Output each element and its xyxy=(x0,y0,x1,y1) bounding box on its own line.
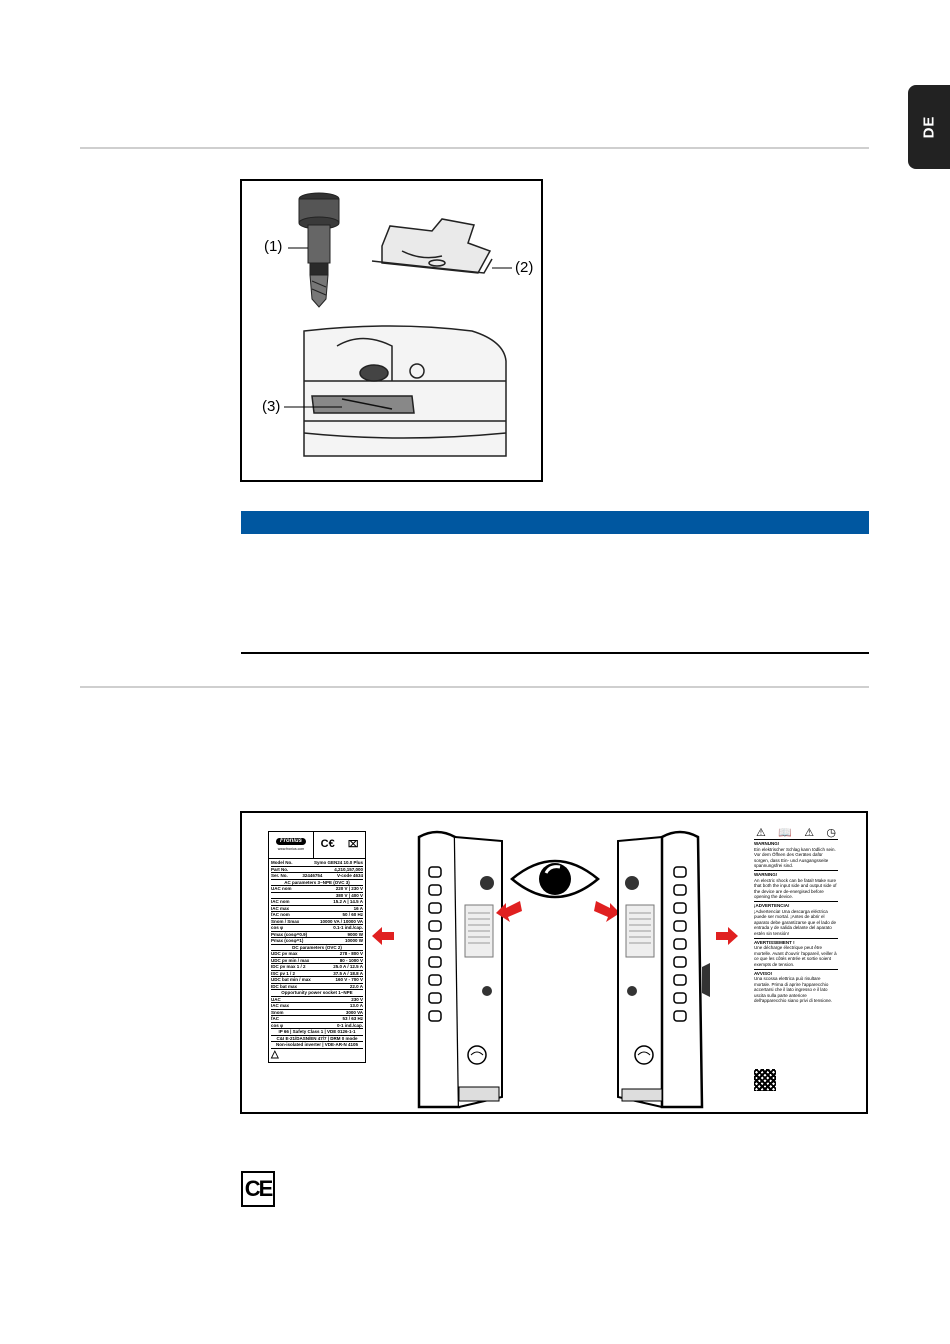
rating-plate-cell: Pmax (cosφ=0.9) xyxy=(271,931,308,937)
warning-label xyxy=(754,827,838,1099)
warning-block-title: WARNING! xyxy=(754,872,778,878)
rating-plate-cell: UDC pv max xyxy=(271,951,298,956)
rating-plate-cell: 15.2 A | 14.5 A xyxy=(333,899,363,904)
warning-block xyxy=(754,969,838,1003)
rating-plate-cell: cos φ xyxy=(271,925,284,930)
rating-plate-cell: 25.0 A / 12.5 A xyxy=(333,964,363,969)
rating-plate-cell: Snom / Smax xyxy=(271,918,300,924)
qr-code-icon xyxy=(754,1069,776,1091)
rating-plate-cell: 13.0 A xyxy=(349,1003,363,1008)
callout-1: (1) xyxy=(264,238,283,255)
rating-plate-cell: cos φ xyxy=(271,1022,284,1028)
fronius-logo: Fronius xyxy=(276,838,306,846)
note-header-bar xyxy=(241,511,869,534)
clip-illustration xyxy=(372,219,492,273)
rating-plate-cell: IDC bat max xyxy=(271,983,298,989)
rating-plate-cell: 9000 W xyxy=(347,931,363,937)
ce-mark-icon: C€ xyxy=(320,838,335,851)
rating-plate-cell: 220 V | 230 V xyxy=(335,886,363,891)
rating-plate-cell: 10000 W xyxy=(344,938,363,943)
rating-plate-ac-title: AC parameters 3~NPE (OVC 3) xyxy=(271,880,363,887)
rating-plate-cell: 32446754 xyxy=(302,873,323,878)
rating-plate xyxy=(268,831,366,1063)
rating-plate-cell: ISC pv 1 / 2 xyxy=(271,970,296,976)
warning-block-text: Ein elektrischer Schlag kann tödlich sein. Vor dem Öffnen des Gerätes dafür sorgen, dass Ein- und Ausgangsseite spannungsfrei sind. xyxy=(754,846,836,869)
warning-block xyxy=(754,938,838,967)
rating-plate-cell: 0-1 ind./cap. xyxy=(336,1022,363,1028)
weee-bin-icon: ⌧ xyxy=(347,839,359,850)
language-tab[interactable] xyxy=(908,85,950,169)
rating-plate-cell: 10000 VA / 10000 VA xyxy=(320,918,363,924)
rating-plate-cell: V-code 4634 xyxy=(336,873,363,878)
warning-block-title: ¡ADVERTENCIA! xyxy=(754,903,790,909)
rating-plate-cell: 0.1-1 ind./cap. xyxy=(333,925,363,930)
rating-plate-cell: UAC nom xyxy=(271,886,292,891)
warning-block xyxy=(754,839,838,868)
callout-3: (3) xyxy=(262,398,281,415)
eye-icon xyxy=(510,851,600,907)
warning-block-title: AVVISO! xyxy=(754,970,773,976)
screw-illustration xyxy=(299,193,339,307)
timer-icon: ◷ xyxy=(826,827,836,839)
manual-book-icon: 📖 xyxy=(778,827,792,839)
rating-plate-cell: UAC xyxy=(271,996,281,1002)
warning-block-title: AVERTISSEMENT ! xyxy=(754,939,795,945)
warning-triangle-icon: ⚠ xyxy=(756,827,766,839)
rcm-mark-icon: △ xyxy=(271,1048,279,1060)
rating-plate-cell: Part No. xyxy=(271,866,289,872)
rating-plate-footer-line: IP 66 | Safety Class 1 | VDE 0126-1-1 xyxy=(271,1029,363,1036)
arrow-left-icon xyxy=(372,927,394,945)
rating-plate-cell: IAC max xyxy=(271,1003,290,1008)
section-divider-middle xyxy=(80,686,869,688)
warning-block-text: Une décharge électrique peut être mortelle. Avant d'ouvrir l'appareil, veiller à ce que les côtés entrée et sortie soient exempts de tension. xyxy=(754,945,837,967)
rating-plate-ops-title: Opportunity power socket 1~NPE xyxy=(271,990,363,997)
rating-plate-cell: 16 A xyxy=(353,905,363,911)
rating-plate-cell: 50 / 60 Hz xyxy=(342,912,363,917)
rating-plate-footer-line: Non-isolated inverter | VDE-AR-N 4105 xyxy=(271,1042,363,1049)
rating-plate-cell: 4,210,157,000 xyxy=(334,866,363,872)
rating-plate-cell: 3000 VA xyxy=(345,1009,363,1015)
inverter-right-view xyxy=(610,827,715,1111)
warning-block-text: Una scossa elettrica può risultare mortale. Prima di aprire l'apparecchio accertarsi che il lato ingresso e il lato uscita sulla parte anteriore dell'apparecchio siano privi di tensione. xyxy=(754,976,833,1003)
warning-triangle-icon-2: ⚠ xyxy=(804,827,815,839)
rating-plate-cell: 53 / 63 Hz xyxy=(342,1016,363,1021)
rating-plate-cell: fAC xyxy=(271,1016,279,1021)
rating-plate-cell: Pmax (cosφ=1) xyxy=(271,938,304,943)
callout-2: (2) xyxy=(515,259,534,276)
rating-plate-cell: Snom xyxy=(271,1009,284,1015)
strain-relief-illustration xyxy=(242,181,541,480)
rating-plate-dc-title: DC parameters (OVC 2) xyxy=(271,945,363,952)
language-tab-label: DE xyxy=(920,115,938,139)
ce-mark xyxy=(241,1171,275,1207)
section-divider-top xyxy=(80,147,869,149)
figure-device-labels xyxy=(240,811,868,1114)
rating-plate-footer-line: C&I E-21/DASN/EN 47/7 | DRM 0 mode xyxy=(271,1036,363,1043)
rating-plate-cell: 160 V - 700 V xyxy=(335,977,363,982)
warning-block-text: An electric shock can be fatal! Make sure that both the input side and output side of the device are de-energised before opening the device. xyxy=(754,877,837,900)
inverter-left-view xyxy=(407,827,507,1111)
rating-plate-cell: Model No. xyxy=(271,860,293,865)
rating-plate-cell: IDC pv max 1 / 2 xyxy=(271,964,306,969)
housing-illustration xyxy=(304,326,506,456)
rating-plate-cell: 380 V | 400 V xyxy=(335,892,363,898)
rating-plate-cell: fAC nom xyxy=(271,912,290,917)
arrow-right-icon xyxy=(716,927,738,945)
warning-block xyxy=(754,901,838,935)
rating-plate-cell: IAC nom xyxy=(271,899,290,904)
rating-plate-cell: Symo GEN24 10.0 Plus xyxy=(313,860,363,865)
figure-strain-relief xyxy=(240,179,543,482)
rating-plate-cell: Ser. No. xyxy=(271,873,288,878)
rating-plate-cell: 230 V xyxy=(351,996,363,1002)
warning-block-title: WARNUNG! xyxy=(754,841,780,847)
rating-plate-cell: UDC pv min / max xyxy=(271,957,310,963)
rating-plate-cell: UDC bat min / max xyxy=(271,977,311,982)
rating-plate-cell: 80 - 1000 V xyxy=(339,957,363,963)
rating-plate-website: www.fronius.com xyxy=(277,847,305,851)
rating-plate-cell: 37.5 A / 18.8 A xyxy=(333,970,363,976)
rating-plate-cell: IAC max xyxy=(271,905,290,911)
rating-plate-cell: 278 - 800 V xyxy=(339,951,363,956)
rating-plate-cell: 22.0 A xyxy=(349,983,363,989)
warning-block-text: ¡Advertencia! Una descarga eléctrica puede ser mortal. ¡Antes de abrir el aparato debe garantizarse que el lado de entrada y de salida delante del aparato estén sin tensión! xyxy=(754,908,837,936)
warning-block xyxy=(754,870,838,899)
ce-mark-label: CE xyxy=(244,1176,272,1201)
note-bottom-rule xyxy=(241,652,869,654)
